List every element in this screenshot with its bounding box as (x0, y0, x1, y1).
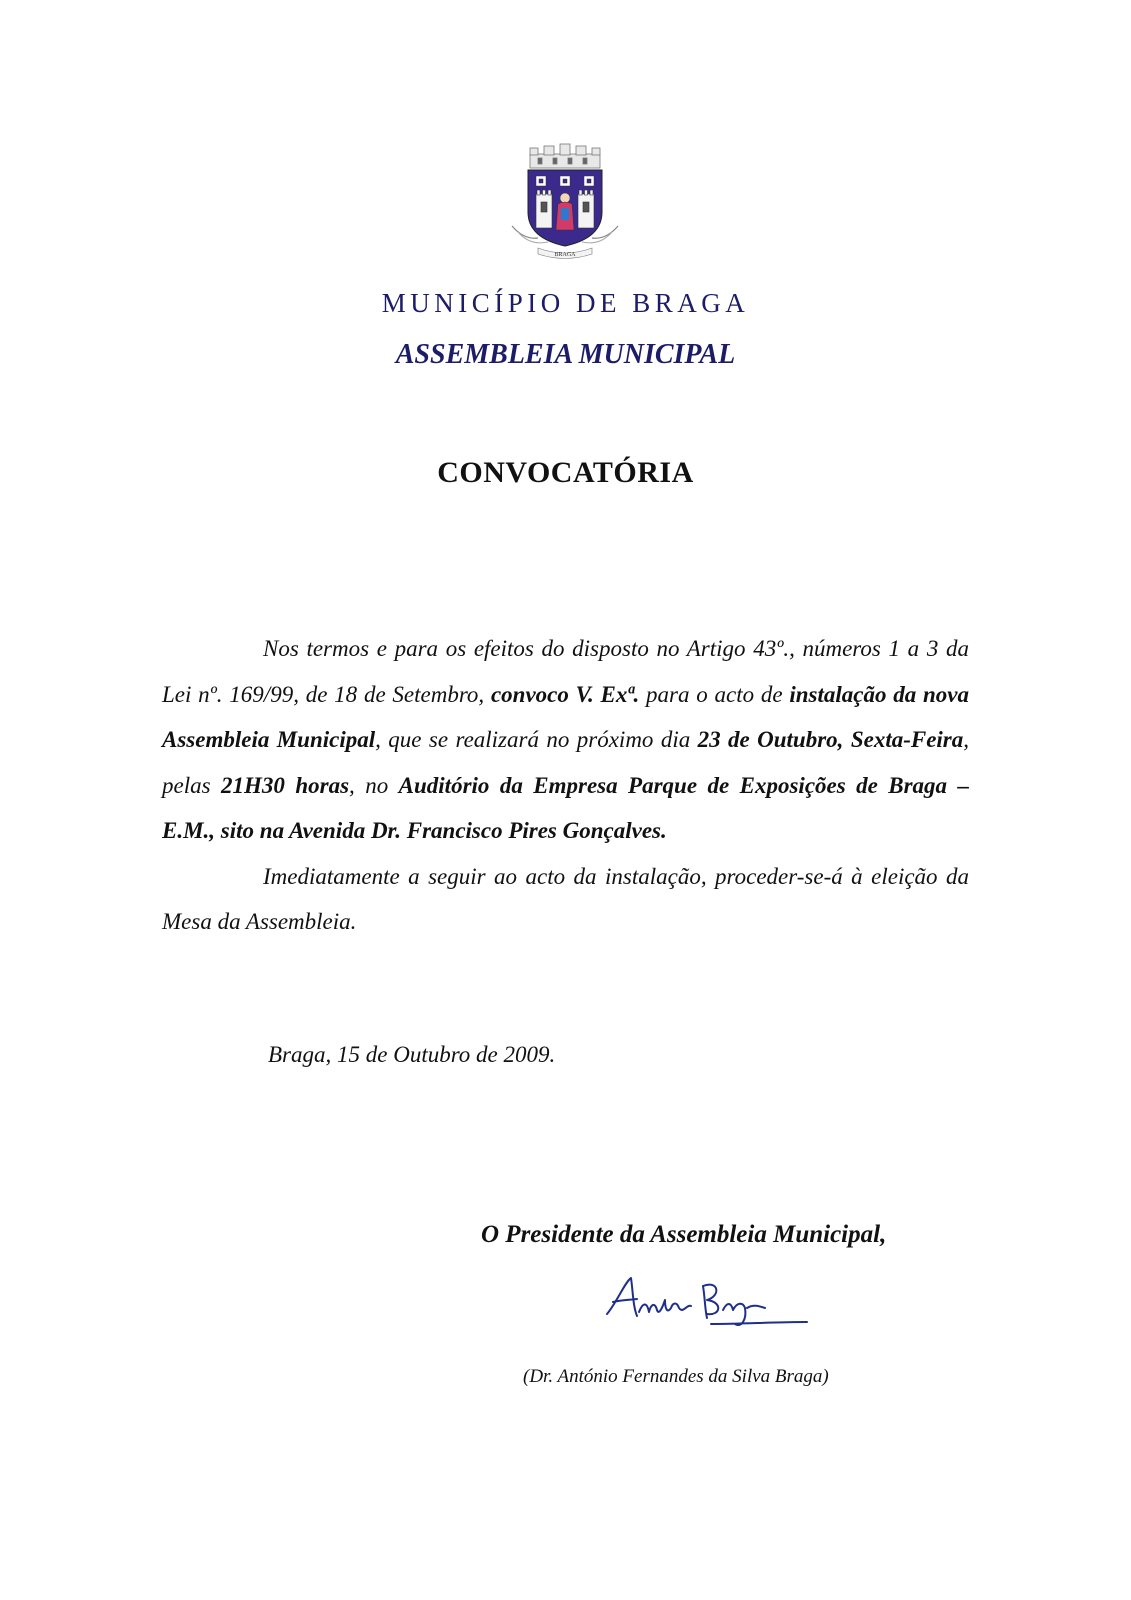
signer-name: (Dr. António Fernandes da Silva Braga) (523, 1366, 829, 1387)
notice-paragraph-2: Imediatamente a seguir ao acto da instalação, proceder-se-á à eleição da Mesa da Assembleia. (162, 863, 969, 934)
notice-body (162, 626, 969, 945)
signer-title: O Presidente da Assembleia Municipal, (481, 1221, 887, 1248)
handwritten-signature (603, 1272, 813, 1332)
crest-motto: BRAGA (554, 252, 576, 258)
notice-paragraph-1: Nos termos e para os efeitos do disposto no Artigo 43º., números 1 a 3 da Lei nº. 169/99, de 18 de Setembro, convoco V. Exª. para o acto de instalação da nova Assembleia Municipal, que se realizará no próximo dia 23 de Outubro, Sexta-Feira, pelas 21H30 horas, no Auditório da Empresa Parque de Exposições de Braga – E.M., sito na Avenida Dr. Francisco Pires Gonçalves. (162, 636, 970, 843)
document-title: CONVOCATÓRIA (437, 456, 694, 489)
mural-crown (530, 144, 600, 168)
assembly-title: ASSEMBLEIA MUNICIPAL (395, 339, 736, 370)
date-line: Braga, 15 de Outubro de 2009. (268, 1042, 556, 1067)
municipality-title: MUNICÍPIO DE BRAGA (381, 288, 750, 318)
coat-of-arms-emblem (508, 142, 622, 262)
